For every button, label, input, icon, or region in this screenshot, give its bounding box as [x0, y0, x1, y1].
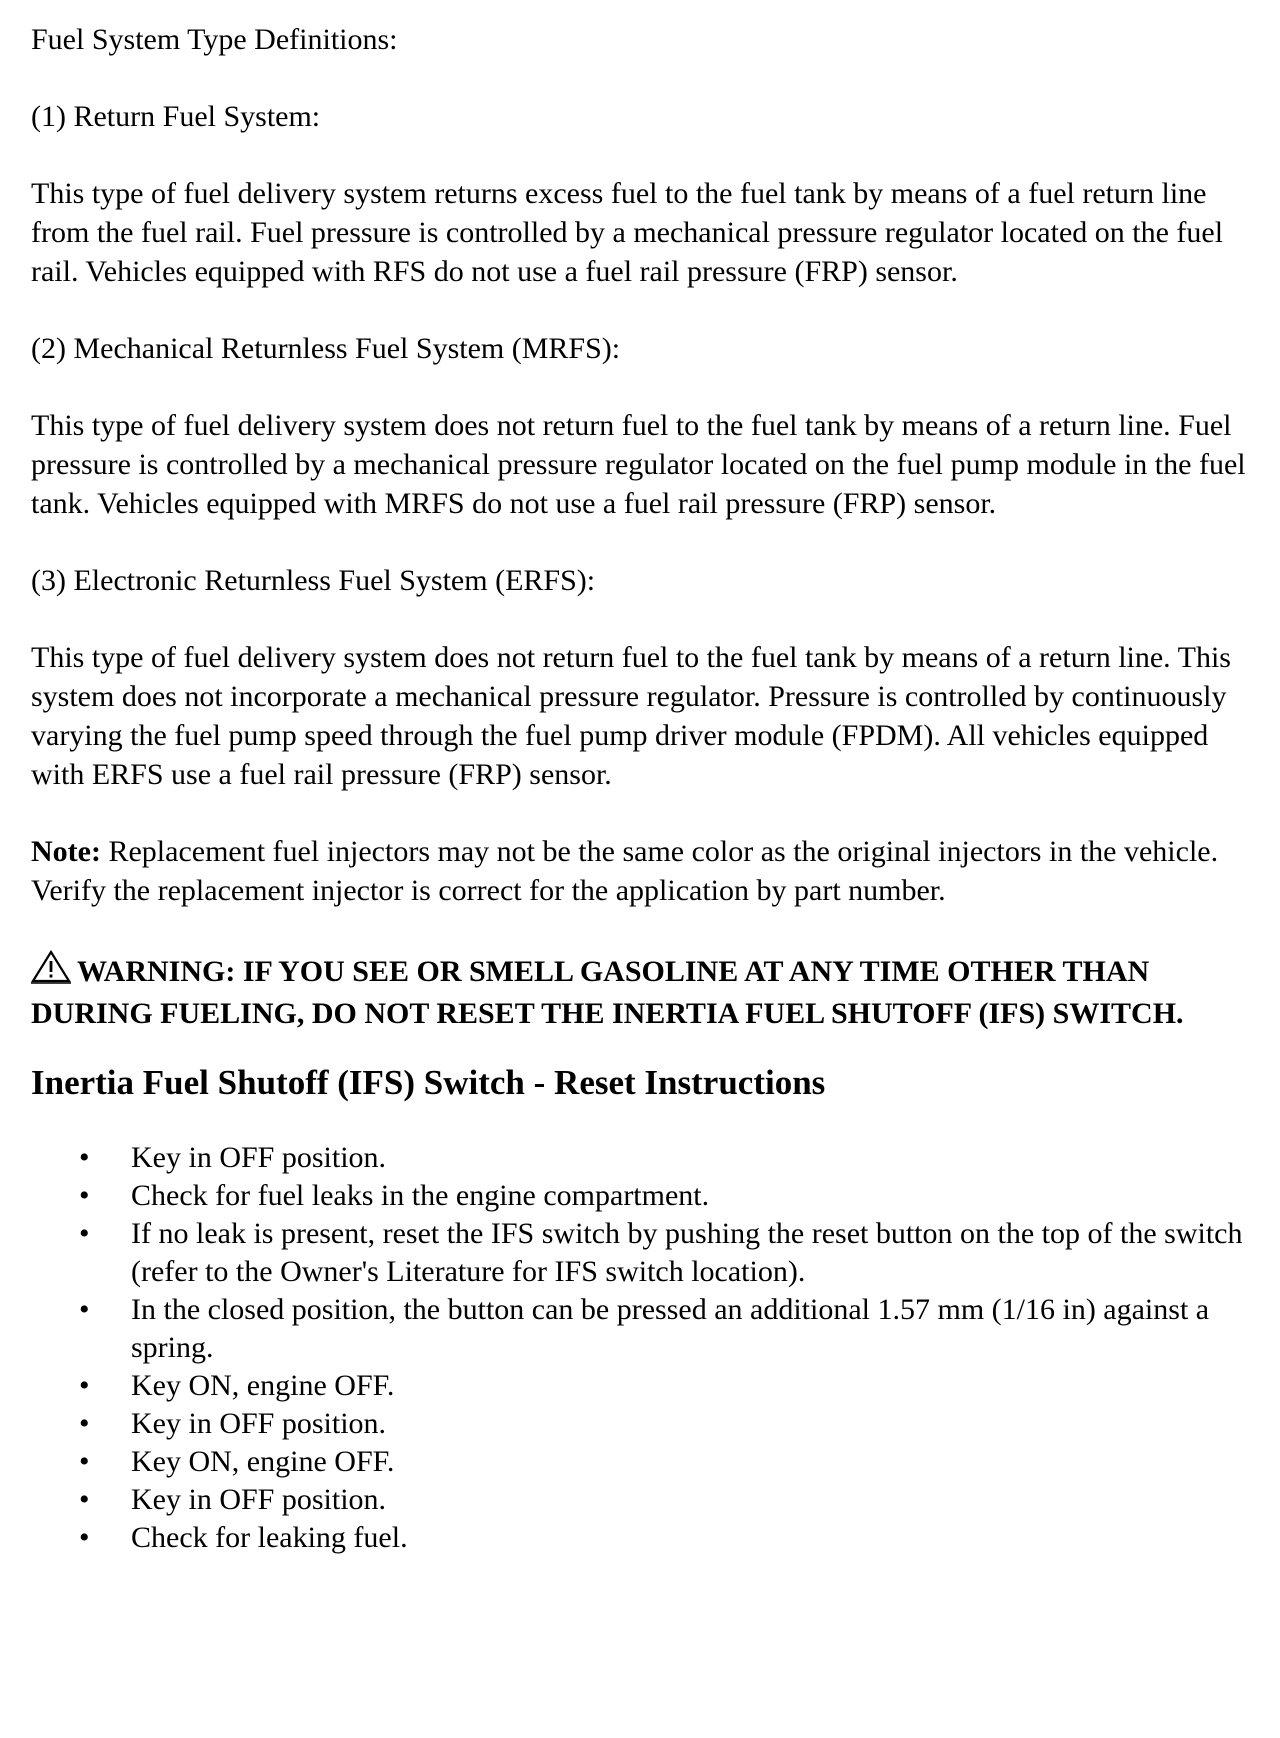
- note-paragraph: [31, 832, 1246, 910]
- section-erfs: [31, 561, 1246, 794]
- list-item: [79, 1443, 1246, 1481]
- warning-block: [31, 950, 1246, 1033]
- list-item: [79, 1177, 1246, 1215]
- instructions-list: [31, 1139, 1246, 1557]
- bullet-icon: •: [79, 1445, 90, 1478]
- list-item: [79, 1215, 1246, 1291]
- list-item: [79, 1405, 1246, 1443]
- list-item-text: Check for fuel leaks in the engine compartment.: [131, 1179, 710, 1212]
- list-item-text: Key in OFF position.: [131, 1407, 387, 1440]
- list-item: [79, 1519, 1246, 1557]
- warning-triangle-icon: [31, 950, 71, 994]
- section-heading: (3) Electronic Returnless Fuel System (ERFS):: [31, 564, 596, 597]
- list-item-text: Check for leaking fuel.: [131, 1521, 408, 1554]
- bullet-icon: •: [79, 1217, 90, 1250]
- list-item-text: Key in OFF position.: [131, 1483, 387, 1516]
- bullet-icon: •: [79, 1521, 90, 1554]
- bullet-icon: •: [79, 1369, 90, 1402]
- section-body: This type of fuel delivery system does not return fuel to the fuel tank by means of a return line. This system does not incorporate a mechanical pressure regulator. Pressure is controlled by continuously varying the fuel pump speed through the fuel pump driver module (FPDM). All vehicles equipped with ERFS use a fuel rail pressure (FRP) sensor.: [31, 641, 1231, 791]
- section-body: This type of fuel delivery system does not return fuel to the fuel tank by means of a return line. Fuel pressure is controlled by a mechanical pressure regulator located on the fuel pump module in the fuel tank. Vehicles equipped with MRFS do not use a fuel rail pressure (FRP) sensor.: [31, 409, 1246, 520]
- section-mrfs: [31, 329, 1246, 523]
- bullet-icon: •: [79, 1407, 90, 1440]
- list-item: [79, 1481, 1246, 1519]
- warning-text: WARNING: IF YOU SEE OR SMELL GASOLINE AT ANY TIME OTHER THAN DURING FUELING, DO NOT RESET THE INERTIA FUEL SHUTOFF (IFS) SWITCH.: [31, 955, 1184, 1030]
- list-item: [79, 1367, 1246, 1405]
- list-item: [79, 1291, 1246, 1367]
- list-item-text: Key in OFF position.: [131, 1141, 387, 1174]
- list-item-text: Key ON, engine OFF.: [131, 1369, 395, 1402]
- list-item-text: If no leak is present, reset the IFS switch by pushing the reset button on the top of the switch (refer to the Owner's Literature for IFS switch location).: [131, 1217, 1243, 1288]
- document-page: [31, 20, 1246, 1557]
- bullet-icon: •: [79, 1179, 90, 1212]
- list-item-text: In the closed position, the button can be pressed an additional 1.57 mm (1/16 in) against a spring.: [131, 1293, 1210, 1364]
- section-heading: (2) Mechanical Returnless Fuel System (MRFS):: [31, 332, 621, 365]
- list-item-text: Key ON, engine OFF.: [131, 1445, 395, 1478]
- section-body: This type of fuel delivery system returns excess fuel to the fuel tank by means of a fuel return line from the fuel rail. Fuel pressure is controlled by a mechanical pressure regulator located on the fuel rail. Vehicles equipped with RFS do not use a fuel rail pressure (FRP) sensor.: [31, 177, 1224, 288]
- list-item: [79, 1139, 1246, 1177]
- bullet-icon: •: [79, 1293, 90, 1326]
- document-title: Fuel System Type Definitions:: [31, 23, 398, 56]
- section-return-fuel-system: [31, 97, 1246, 291]
- instructions-heading: Inertia Fuel Shutoff (IFS) Switch - Reset Instructions: [31, 1063, 826, 1102]
- bullet-icon: •: [79, 1141, 90, 1174]
- section-heading: (1) Return Fuel System:: [31, 100, 321, 133]
- bullet-icon: •: [79, 1483, 90, 1516]
- note-text: Replacement fuel injectors may not be the same color as the original injectors in the vehicle. Verify the replacement injector is correct for the application by part number.: [31, 835, 1219, 907]
- note-label: Note:: [31, 835, 101, 868]
